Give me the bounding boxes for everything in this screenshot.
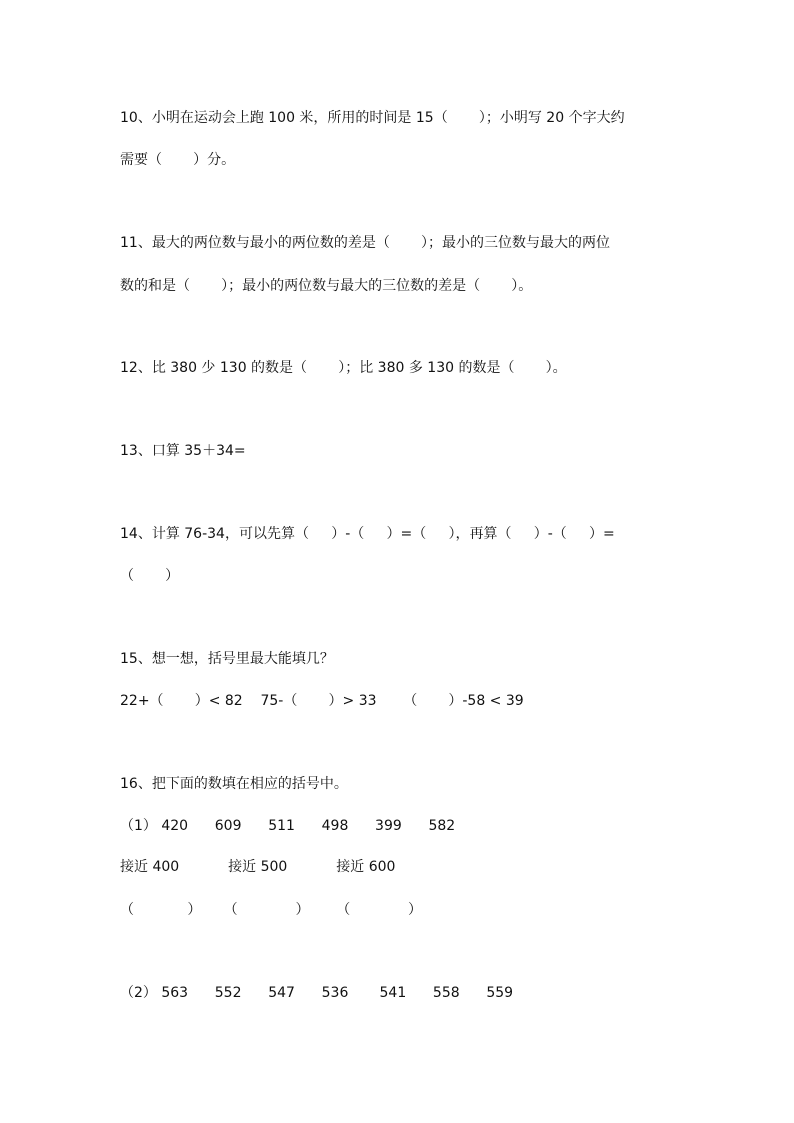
question-11-line-2: 数的和是（ ）；最小的两位数与最大的三位数的差是（ ）。 — [120, 278, 533, 294]
question-14-line-2: （ ） — [120, 568, 180, 584]
question-12: 12、比 380 少 130 的数是（ ）；比 380 多 130 的数是（ ）。 — [120, 360, 567, 376]
question-16-part1-numbers: （1） 420 609 511 498 399 582 — [120, 818, 456, 834]
question-16-part2-numbers: （2） 563 552 547 536 541 558 559 — [120, 985, 514, 1001]
question-13: 13、口算 35＋34= — [120, 443, 246, 459]
question-15-inequalities: 22+（ ）< 82 75-（ ）> 33 （ ）-58 < 39 — [120, 693, 524, 709]
question-15-title: 15、想一想，括号里最大能填几？ — [120, 651, 334, 667]
question-16-labels: 接近 400 接近 500 接近 600 — [120, 859, 396, 875]
question-16-brackets: （ ） （ ） （ ） — [120, 902, 423, 918]
question-10-line-1: 10、小明在运动会上跑 100 米，所用的时间是 15（ ）；小明写 20 个字大约 — [120, 110, 625, 126]
question-11-line-1: 11、最大的两位数与最小的两位数的差是（ ）；最小的三位数与最大的两位 — [120, 235, 610, 251]
question-10-line-2: 需要（ ）分。 — [120, 152, 236, 168]
question-16-title: 16、把下面的数填在相应的括号中。 — [120, 776, 348, 792]
question-14-line-1: 14、计算 76-34，可以先算（ ）-（ ）=（ ），再算（ ）-（ ）= — [120, 526, 615, 542]
